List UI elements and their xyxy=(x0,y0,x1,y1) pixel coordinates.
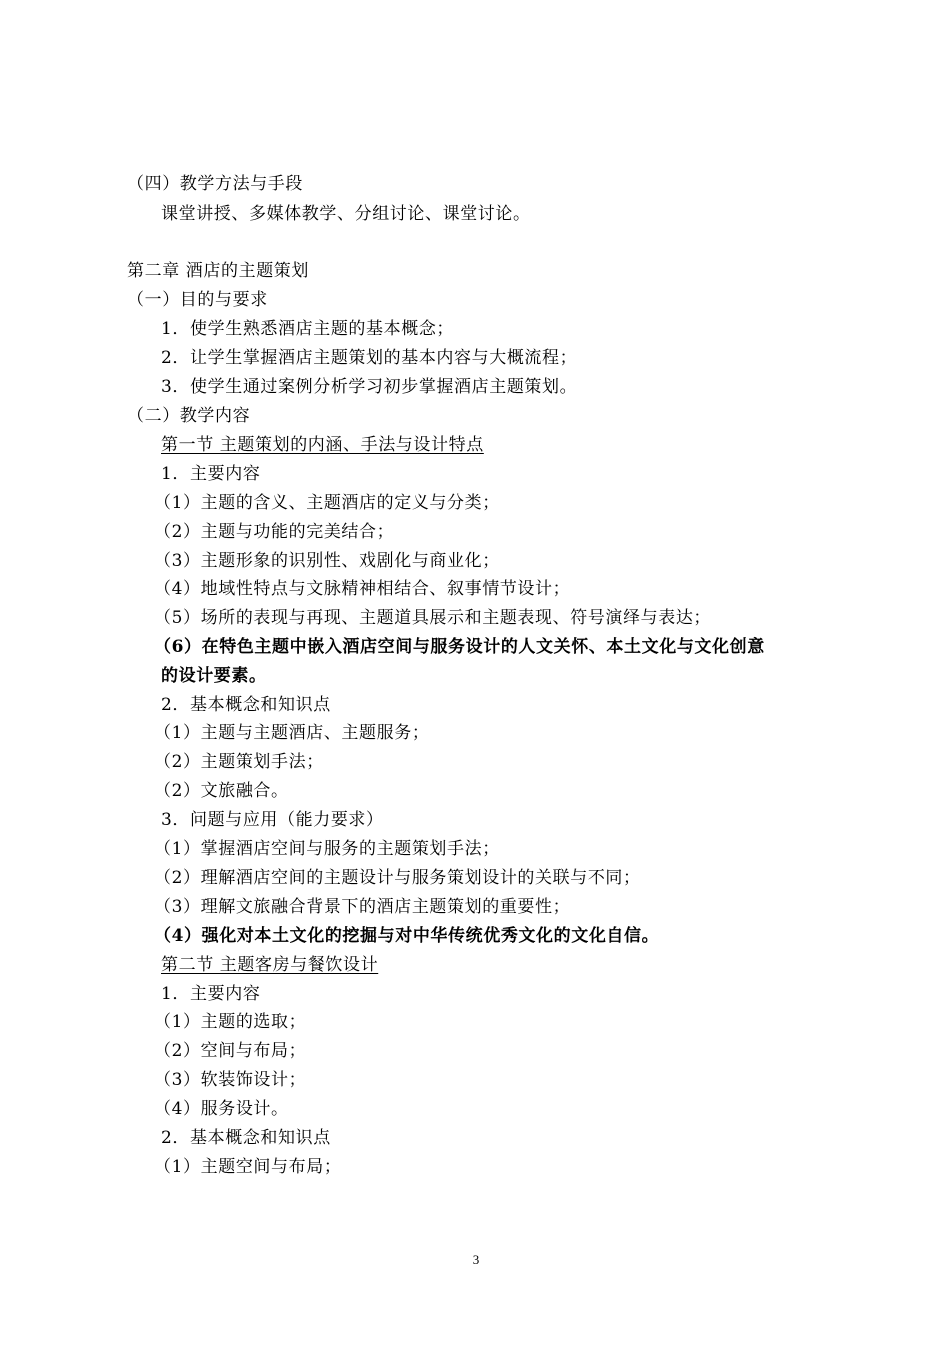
text-line: （1）掌握酒店空间与服务的主题策划手法； xyxy=(154,839,500,859)
text-line: 3．使学生通过案例分析学习初步掌握酒店主题策划。 xyxy=(161,377,578,397)
text-line: 的设计要素。 xyxy=(161,666,267,686)
text-line: （2）空间与布局； xyxy=(154,1041,307,1061)
text-line: （4）地域性特点与文脉精神相结合、叙事情节设计； xyxy=(154,579,571,599)
text-line: （1）主题与主题酒店、主题服务； xyxy=(154,723,430,743)
text-line: （3）主题形象的识别性、戏剧化与商业化； xyxy=(154,551,500,571)
text-line: （1）主题的含义、主题酒店的定义与分类； xyxy=(154,493,500,513)
text-line: （4）服务设计。 xyxy=(154,1099,289,1119)
text-line: （四）教学方法与手段 xyxy=(127,174,303,194)
text-line: （5）场所的表现与再现、主题道具展示和主题表现、符号演绎与表达； xyxy=(154,608,712,628)
text-line: （1）主题的选取； xyxy=(154,1012,307,1032)
text-line: （2）主题与功能的完美结合； xyxy=(154,522,395,542)
text-line: 第二章 酒店的主题策划 xyxy=(127,261,310,281)
text-line: （二）教学内容 xyxy=(127,406,251,426)
text-line: （6）在特色主题中嵌入酒店空间与服务设计的人文关怀、本土文化与文化创意 xyxy=(154,637,765,657)
text-line: 2．基本概念和知识点 xyxy=(161,1128,331,1148)
text-line: （3）理解文旅融合背景下的酒店主题策划的重要性； xyxy=(154,897,571,917)
text-line: （1）主题空间与布局； xyxy=(154,1157,342,1177)
section-heading: 第一节 主题策划的内涵、手法与设计特点 xyxy=(161,435,484,455)
text-line: （2）主题策划手法； xyxy=(154,752,324,772)
text-line: （一）目的与要求 xyxy=(127,290,268,310)
text-line: （2）文旅融合。 xyxy=(154,781,289,801)
text-line: （2）理解酒店空间的主题设计与服务策划设计的关联与不同； xyxy=(154,868,641,888)
text-line: 2．让学生掌握酒店主题策划的基本内容与大概流程； xyxy=(161,348,578,368)
text-line: 3．问题与应用（能力要求） xyxy=(161,810,384,830)
text-line: 1．使学生熟悉酒店主题的基本概念； xyxy=(161,319,455,339)
page-number: 3 xyxy=(472,1252,480,1267)
text-line: （4）强化对本土文化的挖掘与对中华传统优秀文化的文化自信。 xyxy=(154,926,660,946)
text-line: 1．主要内容 xyxy=(161,464,261,484)
text-line: 2．基本概念和知识点 xyxy=(161,695,331,715)
section-heading: 第二节 主题客房与餐饮设计 xyxy=(161,955,379,975)
text-line: 1．主要内容 xyxy=(161,984,261,1004)
text-line: 课堂讲授、多媒体教学、分组讨论、课堂讨论。 xyxy=(161,204,531,224)
text-line: （3）软装饰设计； xyxy=(154,1070,307,1090)
